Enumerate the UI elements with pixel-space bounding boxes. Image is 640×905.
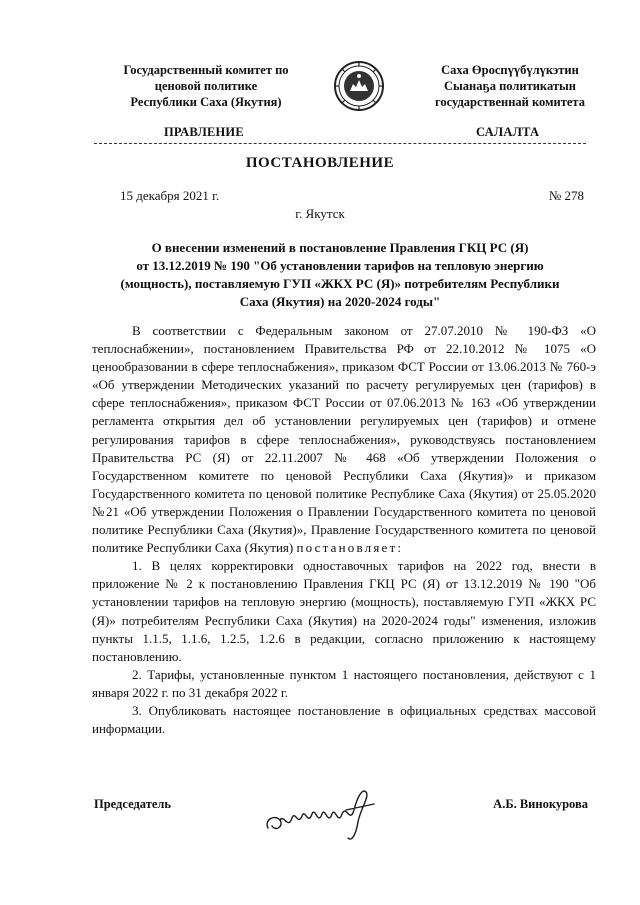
preamble-paragraph [92, 322, 596, 557]
title-line-3: (мощность), поставляемую ГУП «ЖКХ РС (Я)» потребителям Республики [120, 276, 560, 291]
resolves-word: постановляет: [296, 540, 404, 556]
signatory-name: А.Б. Винокурова [493, 797, 588, 811]
committee-yakut-line-1: Саха Өроспүүбүлүкэтин [441, 63, 579, 77]
item-2-paragraph: 2. Тарифы, установленные пунктом 1 настоящего постановления, действуют с 1 января 2022 г. по 31 декабря 2022 г. [92, 666, 596, 700]
board-label-yakut: САЛАЛТА [476, 125, 540, 139]
title-line-2: от 13.12.2019 № 190 "Об установлении тарифов на тепловую энергию [136, 258, 544, 273]
document-body [92, 322, 596, 738]
committee-line-1: Государственный комитет по [123, 63, 289, 77]
committee-line-3: Республики Саха (Якутия) [130, 95, 282, 109]
item-3-paragraph: 3. Опубликовать настоящее постановление в официальных средствах массовой информации. [92, 702, 596, 737]
header-divider [94, 143, 586, 144]
committee-yakut-line-2: Сыанаҕа политикатын [444, 79, 576, 93]
preamble-text: В соответствии с Федеральным законом от 27.07.2010 № 190-ФЗ «О теплоснабжении», постановлением Правительства РФ от 22.10.2012 № 1075 «О ценообразовании в сфере теплоснабжения», приказом ФСТ России от 13.06.2013 № 760-э «Об утверждении Методических указаний по расчету регулируемых цен (тарифов) в сфере теплоснабжения», приказом ФСТ России от 07.06.2013 № 163 «Об утверждении регламента открытия дел об установлении регулируемых цен (тарифов) и отмене регулирования тарифов в сфере теплоснабжения», руководствуясь постановлением Правительства РС (Я) от 22.11.2007 № 468 «Об утверждении Положения о Государственном комитете по ценовой Республики Саха (Якутия)» и приказом Государственного комитета по ценовой политике Республике Саха (Якутия) от 25.05.2020 №21 «Об утверждении Положения о Правлении Государственного комитета по ценовой политике Республики Саха (Якутия)», Правление Государственного комитета по ценовой политике Республики Саха (Якутия) [92, 323, 596, 556]
coat-of-arms-emblem-icon [333, 60, 385, 112]
document-type-title: ПОСТАНОВЛЕНИЕ [245, 155, 395, 171]
committee-name-yakut [412, 62, 608, 110]
document-date: 15 декабря 2021 г. [120, 188, 220, 203]
handwritten-signature [262, 780, 382, 850]
item-1-paragraph: 1. В целях корректировки одноставочных тарифов на 2022 год, внести в приложение № 2 к постановлению Правления ГКЦ РС (Я) от 13.12.2019 № 190 "Об установлении тарифов на тепловую энергию (мощность), поставляемую ГУП «ЖКХ РС (Я)» потребителям Республики Саха (Якутия) на 2020-2024 годы" изменения, изложив пункты 1.1.5, 1.1.6, 1.2.5, 1.2.6 в редакции, согласно приложению к настоящему постановлению. [92, 558, 596, 664]
document-subject-title [90, 239, 590, 311]
document-city: г. Якутск [295, 206, 345, 221]
document-number: № 278 [548, 188, 584, 203]
committee-line-2: ценовой политике [154, 79, 258, 93]
title-line-4: Саха (Якутия) на 2020-2024 годы" [239, 294, 441, 309]
title-line-1: О внесении изменений в постановление Правления ГКЦ РС (Я) [151, 240, 529, 255]
committee-yakut-line-3: государственнай комитета [435, 95, 585, 109]
board-label-russian: ПРАВЛЕНИЕ [164, 125, 244, 139]
committee-name-russian [96, 62, 316, 110]
signatory-role: Председатель [94, 797, 172, 811]
